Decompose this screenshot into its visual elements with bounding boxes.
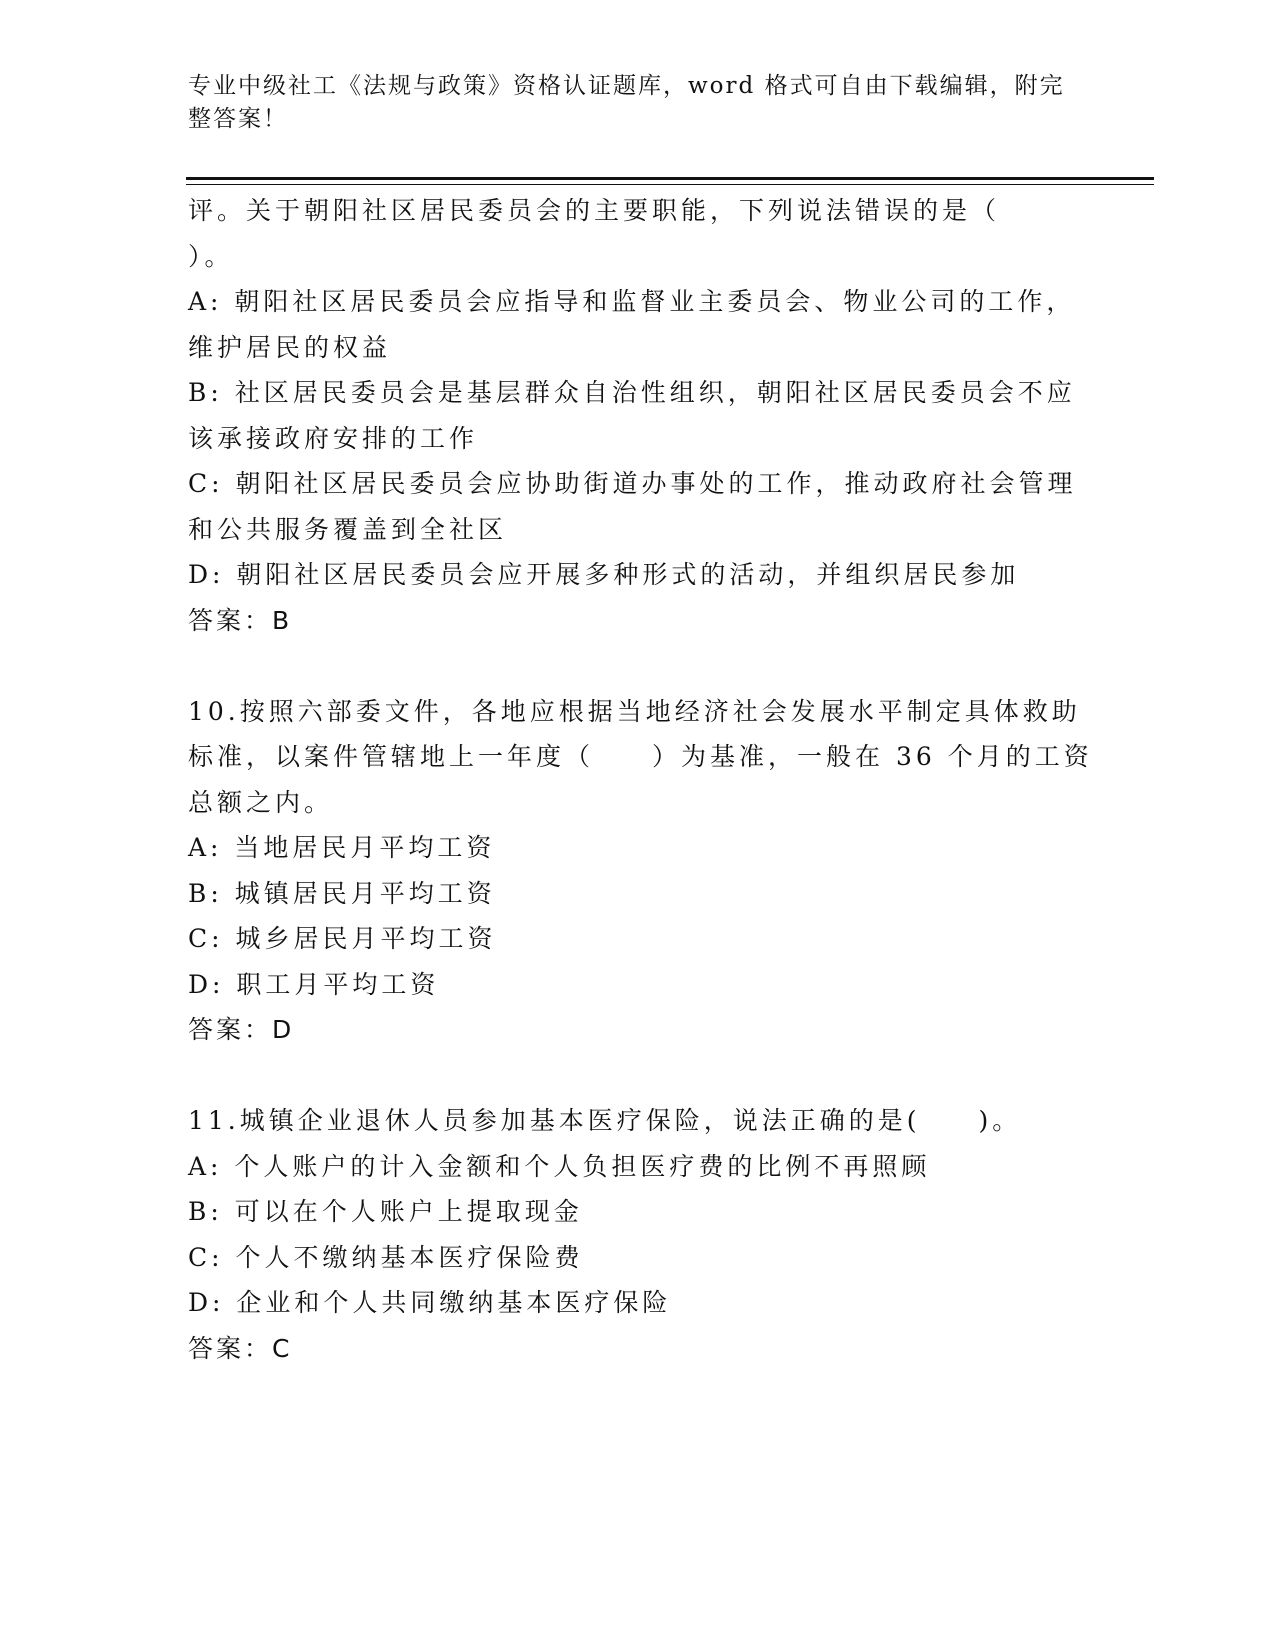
option-a: A: 朝阳社区居民委员会应指导和监督业主委员会、物业公司的工作， [188,287,1076,316]
question-block [188,689,1093,1053]
option-a: A: 当地居民月平均工资 [188,833,496,862]
question-stem-line: 总额之内。 [188,787,334,817]
question-stem-line: 11.城镇企业退休人员参加基本医疗保险，说法正确的是( )。 [188,1106,1022,1135]
option-c: C: 朝阳社区居民委员会应协助街道办事处的工作，推动政府社会管理 [188,469,1077,498]
option-c: C: 城乡居民月平均工资 [188,924,497,953]
option-b: B: 可以在个人账户上提取现金 [188,1197,583,1226]
question-stem-line: 评。关于朝阳社区居民委员会的主要职能，下列说法错误的是（ [188,196,1001,225]
page-header: 专业中级社工《法规与政策》资格认证题库，word 格式可自由下载编辑，附完整答案！ [188,73,1065,132]
spacer [188,1053,1088,1099]
question-stem-line: 标准，以案件管辖地上一年度（ ）为基准，一般在 36 个月的工资 [188,742,1093,771]
option-b: B: 社区居民委员会是基层群众自治性组织，朝阳社区居民委员会不应 [188,378,1076,407]
option-a: A: 个人账户的计入金额和个人负担医疗费的比例不再照顾 [188,1151,931,1181]
header-rule-thick [186,177,1154,180]
question-stem-line: 10.按照六部委文件，各地应根据当地经济社会发展水平制定具体救助 [188,696,1081,726]
option-c: C: 个人不缴纳基本医疗保险费 [188,1242,584,1272]
answer-line: 答案：B [188,605,293,635]
question-list [188,188,1093,1371]
option-d: D: 职工月平均工资 [188,969,440,999]
answer-line: 答案：C [188,1333,293,1363]
answer-line: 答案：D [188,1015,295,1044]
option-d: D: 企业和个人共同缴纳基本医疗保险 [188,1288,672,1317]
option-b: B: 城镇居民月平均工资 [188,878,496,908]
header-rule-thin [186,184,1154,185]
question-block [188,188,1088,643]
option-b-cont: 该承接政府安排的工作 [188,423,479,453]
option-c-cont: 和公共服务覆盖到全社区 [188,514,508,544]
question-stem-line: ）。 [188,241,234,271]
spacer [188,643,1088,689]
question-block [188,1098,1088,1371]
option-a-cont: 维护居民的权益 [188,332,392,362]
option-d: D: 朝阳社区居民委员会应开展多种形式的活动，并组织居民参加 [188,560,1020,589]
